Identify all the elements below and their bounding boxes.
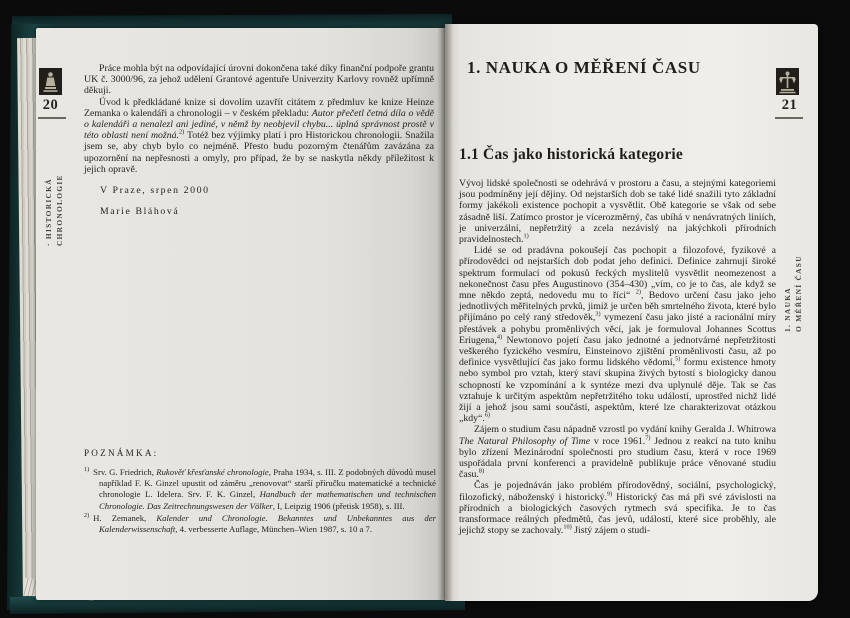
footnote: [84, 513, 436, 535]
margin-title-line: 1. NAUKA: [783, 287, 792, 332]
section-title: 1.1 Čas jako historická kategorie: [459, 146, 684, 163]
chapter-emblem-icon: [39, 68, 62, 95]
left-page-margin-block: [38, 68, 72, 119]
left-page: [36, 28, 445, 600]
margin-title-line: O MĚŘENÍ ČASU: [793, 255, 803, 332]
paragraph: Úvod k předkládané knize si dovolím uzavřít citátem z předmluv ke knize Heinze Zemanka o kalendáři a chronologii – v českém překladu: Autor přečetl četná díla o vědě o kalendáři a nenalezl ani jediné, v němž by neobjevil chybu... úplná správnost prostě v této oblasti není možná.$^{2)}$ Totéž bez výjimky platí i pro Historickou chronologii. Snažila jsem se, aby chyb bylo co nejméně. Přesto budu pozorným čtenářům zavázána za upozornění na nepřesnosti a omyly, pro případ, že by se naskytla někdy příležitost k jejich opravě.: [84, 96, 434, 175]
paragraph: Práce mohla být na odpovídající úrovni dokončena také díky finanční podpoře grantu UK č. 3000/96, za jehož udělení Grantové agentuře Univerzity Karlovy rovněž upřímně děkuji.: [84, 63, 434, 97]
page-number: 21: [781, 97, 798, 113]
margin-running-title: [783, 255, 804, 332]
date-line: V Praze, srpen 2000: [100, 185, 210, 197]
right-page: [445, 24, 818, 601]
page-gutter-shadow: [437, 24, 453, 601]
paragraph: Vývoj lidské společnosti se odehrává v prostoru a času, a stejnými kategoriemi jsou podmíněny její dějiny. Od nejstarších dob se také lidé snažili tyto základní formy jakékoli existence pochopit a vysvětlit. Obě kategorie se však od sebe zásadně liší. Zatímco prostor je vícerozměrný, čas ubíhá v nenávratných liniích, je univerzální, nepřetržitý a zcela nezávislý na jakýchkoli přírodních pravidelnostech.$^{1)}$: [459, 178, 776, 246]
paragraph: Čas je pojednáván jako problém přírodovědný, sociální, psychologický, filozofický, náboženský i historický.$^{9)}$ Historický čas má při své závislosti na přírodních a biologických časových rytmech svá specifika. Je to čas transformace reálných předmětů, čas jevů, událostí, které sice proběhly, ale jejichž stopy se zachovaly.$^{10)}$ Jistý zájem o studi-: [459, 480, 776, 537]
chapter-title: 1. NAUKA O MĚŘENÍ ČASU: [467, 58, 701, 77]
margin-title-line: CHRONOLOGIE: [54, 174, 64, 246]
left-page-body: [84, 63, 434, 217]
notes-heading: POZNÁMKA:: [84, 448, 159, 458]
right-page-margin-block: [775, 68, 815, 119]
footnote: [84, 467, 436, 512]
footnote-marker: 2): [84, 511, 90, 519]
paragraph: Zájem o studium času nápadně vzrostl po vydání knihy Geralda J. Whitrowa The Natural Philosophy of Time v roce 1961.$^{7)}$ Jednou z reakcí na tuto knihu bylo zřízení Mezinárodní společnosti pro studium času, která v roce 1969 uspořádala první konferenci a pravidelně publikuje práce věnované studiu času.$^{8)}$: [459, 424, 777, 481]
footnotes-section: [84, 448, 436, 535]
margin-rule: [38, 117, 66, 119]
margin-title-line: · HISTORICKÁ: [44, 178, 53, 246]
page-number: 20: [42, 97, 59, 113]
paragraph: Lidé se od pradávna pokoušejí čas pochopit a filozofové, fyzikové a přírodovědci od nejstarších dob podat jeho definici. Definice zahrnují široké spektrum formulací od pokusů řeckých myslitelů vysvětlit neomezenost a nekonečnost času přes Augustinovo (354–430) „vím, co je to čas, ale když se mne někdo zeptá, nedovedu mu to říci“ $^{2)}$, Bedovo určení času jako jeho jednotlivých měřitelných prvků, jimiž je určen běh smrtelného života, které bylo přijímáno po celý raný středověk,$^{3)}$ vymezení času jako jisté a racionální míry přestávek a pohybu proměnlivých věcí, jak je formuloval Johannes Scottus Eriugena,$^{4)}$ Newtonovo pojetí času jako jednotné a jednotvárné nepřetržitosti veškerého fyzického vesmíru, Einsteinovo zjištění proměnlivosti času, až po definice vysvětlující čas jako formu lidského vědomí,$^{5)}$ formu existence hmoty nebo symbol pro vztah, který staví skupina živých bytostí s biologicky danou schopností ke vzpomínání a k syntéze mezi dva uplynulé děje. Tak se čas vztahuje k určitým aspektům nepřetržitého toku událostí, uprostřed nichž lidé žijí a jehož jsou sami součástí, aspektům, které lze charakterizovat otázkou „kdy“.$^{6)}$: [459, 245, 777, 425]
margin-rule: [775, 117, 803, 119]
chapter-emblem-icon: [776, 68, 799, 95]
footnote-text: Srv. G. Friedrich, Rukověť křesťanské chronologie, Praha 1934, s. III. Z podobných důvodů musel například F. K. Ginzel upustit od záměru „renovovat“ starší příručku matematické a technické chronologie L. Idelera. Srv. F. K. Ginzel, Handbuch der mathematischen und technischen Chronologie. Das Zeitrechnungswesen der Völker, I, Leipzig 1906 (přetisk 1958), s. III.: [93, 467, 436, 511]
margin-running-title: [44, 174, 65, 246]
right-page-body: [459, 178, 776, 537]
author-line: Marie Bláhová: [100, 206, 180, 218]
footnote-marker: 1): [84, 466, 90, 474]
footnote-text: H. Zemanek, Kalender und Chronologie. Bekanntes und Unbekanntes aus der Kalenderwissenschaft, 4. verbesserte Auflage, München–Wien 1987, s. 10 a 7.: [93, 512, 436, 535]
